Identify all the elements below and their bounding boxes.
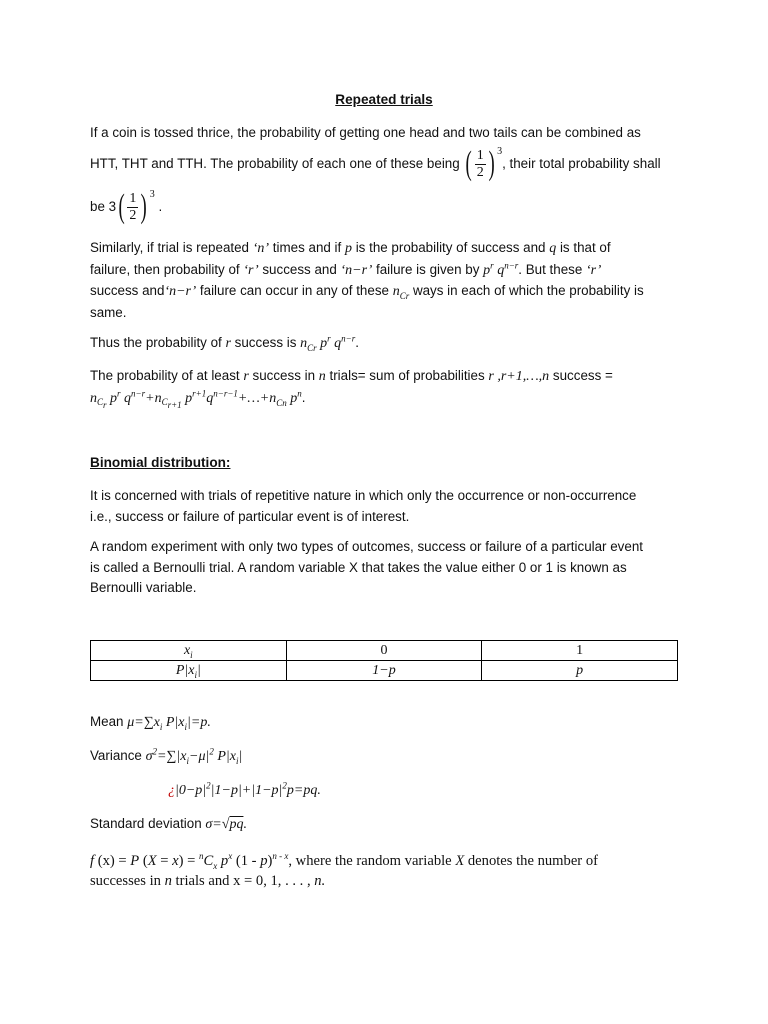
distribution-table <box>90 640 678 681</box>
pmf-line-1: f (x) = P $(X = x) = ^nC_x$ $p^x$ (1 - p)$^{n - x}$, where the random variable X denotes the number of <box>90 851 598 871</box>
table-row <box>91 641 678 661</box>
table-row <box>91 661 678 681</box>
paragraph-concerned: It is concerned with trials of repetitive nature in which only the occurrence or non-occurrence i.e., success or failure of particular event is of interest. <box>90 488 637 524</box>
table-cell: $x_i$ <box>91 641 287 661</box>
paragraph-bernoulli: A random experiment with only two types of outcomes, success or failure of a particular event is called a Bernoulli trial. A random variable X that takes the value either 0 or 1 is known as Bernoulli variable. <box>90 539 643 595</box>
variance-line: Variance $\sigma^2=\sum|x_i-\mu|^2$ $P|x_i|$ <box>90 746 243 766</box>
table-cell: 1 <box>482 641 678 661</box>
page-title: Repeated trials <box>335 92 433 107</box>
mean-line: Mean $\mu=\sum x_i$ $P|x_i|=p$. <box>90 714 211 732</box>
table-cell: 1−p <box>286 661 482 681</box>
std-dev-line: Standard deviation σ=√pq. <box>90 816 247 832</box>
fraction-one-half-2: $\frac{1}{2}$ <box>129 190 137 223</box>
table-cell: 0 <box>286 641 482 661</box>
fraction-one-half: $\frac{1}{2}$ <box>476 147 484 180</box>
paragraph-at-least: The probability of at least r success in n trials= sum of probabilities r ,r+1,…,n success = $n_{C_r}$ $p^r$ $q^{n-r}+n_{C_{r+1}}$ $p^{r+1}q^{n-r-1}+\dots+n_{Cn}$ $p^n$. <box>90 368 613 411</box>
paragraph-coin-line2: HTT, THT and TTH. The probability of each one of these being ( $\frac{1}{2}$ ) $^3$, their total probability shall <box>90 145 661 183</box>
pmf-line-2: successes in n trials and x = 0, 1, . . . , n. <box>90 873 326 889</box>
paragraph-thus: Thus the probability of r success is $n_{Cr}$ $p^r$ $q^{n-r}$. <box>90 333 359 353</box>
paragraph-coin-line3: be 3( $\frac{1}{2}$ ) $^3$ . <box>90 188 163 226</box>
section-heading-binomial: Binomial distribution: <box>90 455 231 470</box>
table-cell: p <box>482 661 678 681</box>
paragraph-coin-line1: If a coin is tossed thrice, the probability of getting one head and two tails can be combined as <box>90 125 641 140</box>
variance-line-2: ¿$|0-p|^2|1-p|+|1-p|^2p=pq$. <box>168 780 321 798</box>
table-cell: $P|x_i|$ <box>91 661 287 681</box>
paragraph-similarly: Similarly, if trial is repeated ‘n’ times and if p is the probability of success and q is that of failure, then probability of ‘r’ success and ‘n−r’ failure is given by $p^r$ $q^{n-r}$. But these ‘r’ success and‘n−r’ failure can occur in any of these $n_{Cr}$ ways in each of which the probability is same. <box>90 240 644 320</box>
